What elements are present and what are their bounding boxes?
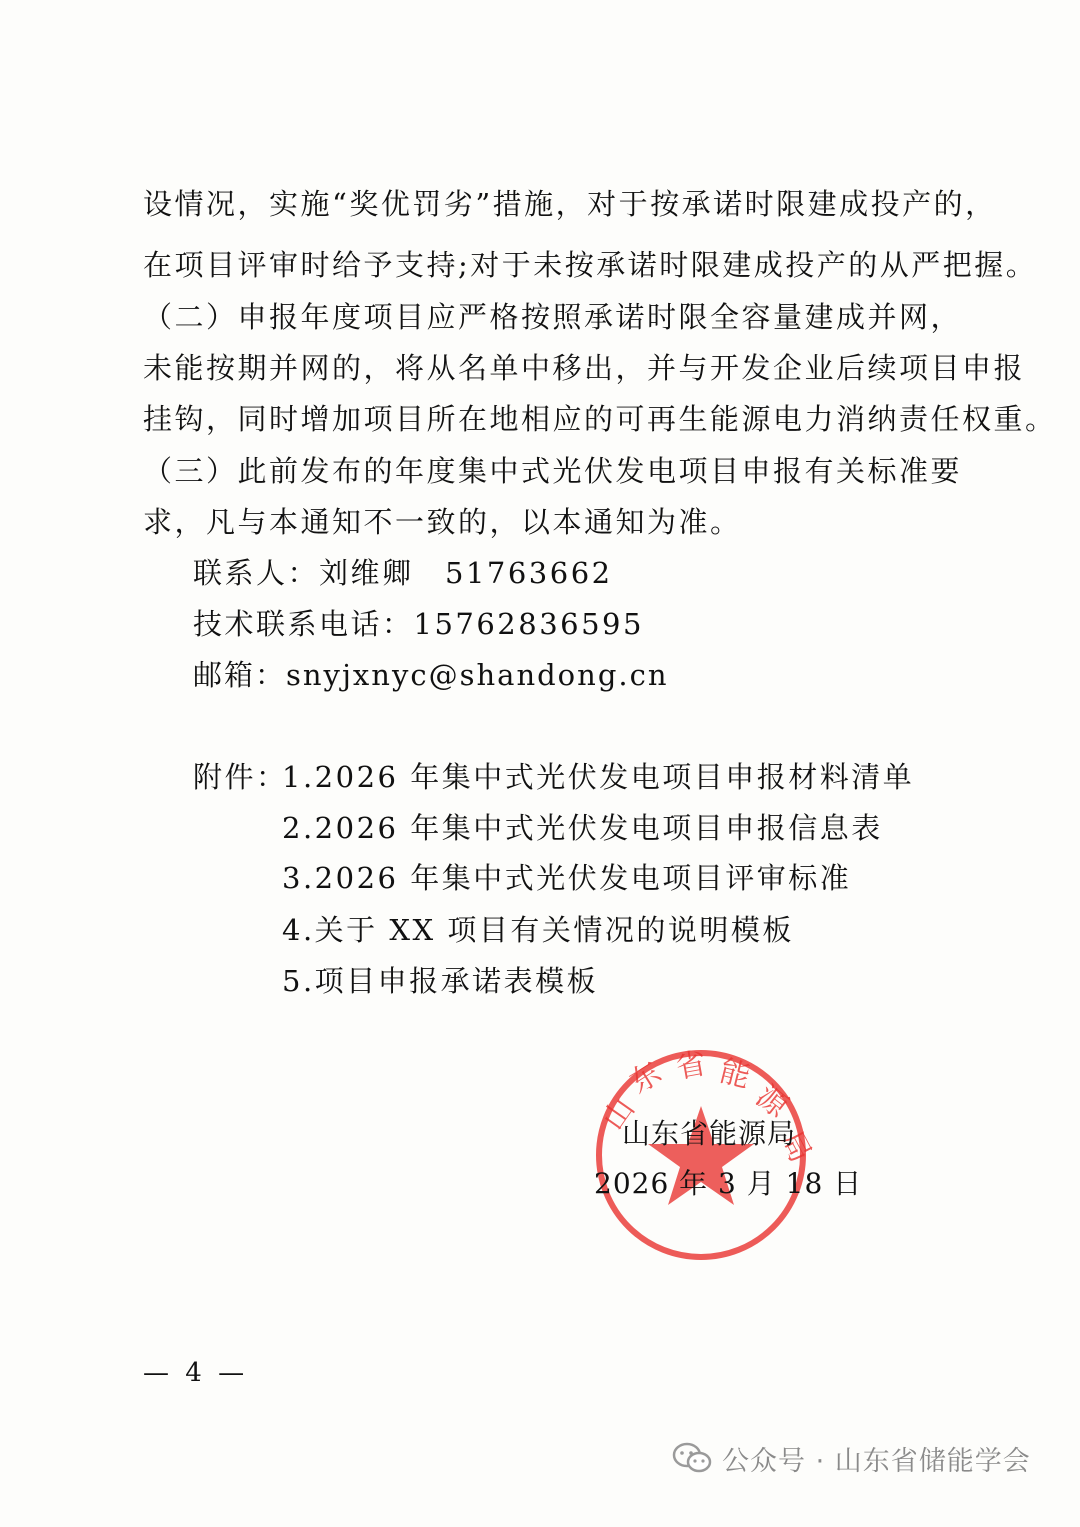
svg-text:省: 省 <box>673 1046 709 1086</box>
body-line-4: 未能按期并网的，将从名单中移出，并与开发企业后续项目申报 <box>143 351 1026 385</box>
body-line-6: （三）此前发布的年度集中式光伏发电项目申报有关标准要 <box>143 454 963 488</box>
body-line-1: 设情况，实施“奖优罚劣”措施，对于按承诺时限建成投产的， <box>143 187 997 221</box>
contact-tech-phone: 技术联系电话：15762836595 <box>193 607 644 641</box>
attachments-label: 附件： <box>193 760 288 794</box>
attachment-item-3: 3.2026 年集中式光伏发电项目评审标准 <box>282 861 852 895</box>
signature-date: 2026 年 3 月 18 日 <box>594 1167 863 1200</box>
attachment-item-2: 2.2026 年集中式光伏发电项目申报信息表 <box>282 811 883 845</box>
svg-text:源: 源 <box>749 1078 795 1125</box>
body-line-2: 在项目评审时给予支持;对于未按承诺时限建成投产的从严把握。 <box>143 248 1038 282</box>
attachment-item-4: 4.关于 XX 项目有关情况的说明模板 <box>282 913 794 947</box>
official-seal <box>592 1046 818 1264</box>
svg-text:能: 能 <box>716 1053 754 1096</box>
svg-text:东: 东 <box>623 1055 668 1101</box>
body-line-3: （二）申报年度项目应严格按照承诺时限全容量建成并网， <box>143 300 963 334</box>
watermark-text: 公众号 · 山东省储能学会 <box>722 1445 1031 1477</box>
contact-person: 联系人：刘维卿 51763662 <box>193 556 613 590</box>
body-line-5: 挂钩，同时增加项目所在地相应的可再生能源电力消纳责任权重。 <box>143 402 1057 436</box>
svg-text:山: 山 <box>595 1091 642 1137</box>
attachment-item-5: 5.项目申报承诺表模板 <box>282 964 599 998</box>
signature-organization: 山东省能源局 <box>622 1117 797 1150</box>
wechat-icon <box>672 1442 712 1474</box>
contact-email: 邮箱：snyjxnyc@shandong.cn <box>193 658 669 692</box>
attachment-item-1: 1.2026 年集中式光伏发电项目申报材料清单 <box>282 760 915 794</box>
page-number: — 4 — <box>143 1358 249 1388</box>
body-line-7: 求，凡与本通知不一致的，以本通知为准。 <box>143 505 742 539</box>
watermark <box>672 1436 1031 1480</box>
svg-text:局: 局 <box>772 1125 818 1169</box>
